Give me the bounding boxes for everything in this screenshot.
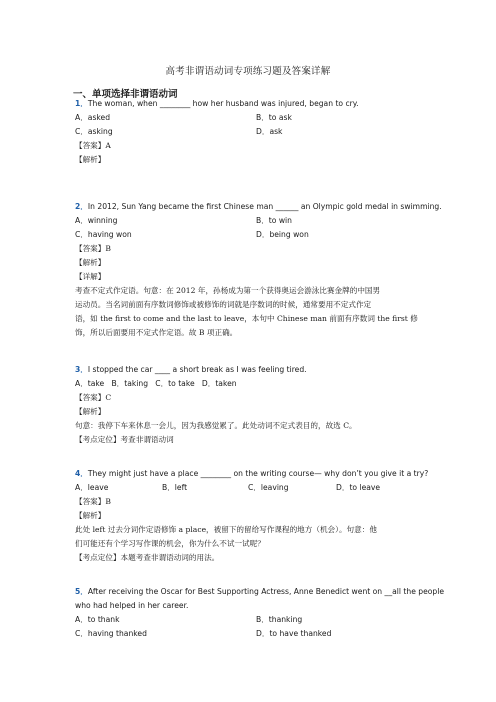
option-b: B．to ask (256, 113, 292, 122)
page-title: 高考非谓语动词专项练习题及答案详解 (165, 66, 331, 77)
question-number: 3． (75, 365, 88, 374)
question-text: I stopped the car ____ a short break as I was feeling tired. (87, 365, 307, 374)
option-a: A．winning (75, 216, 118, 225)
option-d: D．being won (256, 230, 309, 239)
analysis-label: 【解析】 (75, 407, 106, 416)
explanation-line: 们可能还有个学习写作课的机会，你为什么不试一试呢？ (75, 539, 265, 548)
option-d: D．to leave (336, 483, 381, 492)
answer-label: 【答案】B (75, 497, 111, 506)
option-c: C．asking (75, 127, 113, 136)
question-text: The woman, when ________ how her husband was injured, began to cry. (87, 99, 359, 108)
option-b: B．to win (256, 216, 292, 225)
analysis-label: 【解析】 (75, 511, 106, 520)
question-5-stem-continued: who had helped in her career. (75, 601, 189, 610)
question-4-stem (75, 469, 428, 479)
question-2-stem (75, 202, 442, 212)
question-text: They might just have a place ________ on the writing course— why don’t you give it a try? (87, 469, 429, 478)
section-heading: 一、单项选择非谓语动词 (73, 89, 178, 100)
question-number: 2． (75, 202, 88, 211)
analysis-label: 【解析】 (75, 258, 106, 267)
option-a: A．to thank (75, 615, 120, 624)
question-number: 4． (75, 469, 88, 478)
explanation-line: 此处 left 过去分词作定语修饰 a place，被留下的留给写作课程的地方（机会）。句意：他 (75, 525, 377, 534)
explanation-line: 语，如 the first to come and the last to leave，本句中 Chinese man 前面有序数词 the first 修 (75, 314, 418, 323)
options-row: A．take B．taking C．to take D．taken (75, 379, 237, 388)
question-text: In 2012, Sun Yang became the first Chinese man ______ an Olympic gold medal in swimming. (87, 202, 442, 211)
option-a: A．asked (75, 113, 111, 122)
question-text: After receiving the Oscar for Best Supporting Actress, Anne Benedict went on __all the people (87, 587, 445, 596)
analysis-label: 【解析】 (75, 155, 106, 164)
explanation-line: 句意：我停下车来休息一会儿，因为我感觉累了。此处动词不定式表目的，故选 C。 (75, 421, 357, 430)
answer-label: 【答案】A (75, 141, 111, 150)
answer-label: 【答案】B (75, 244, 111, 253)
option-c: C．having thanked (75, 629, 147, 638)
question-5-stem (75, 587, 444, 597)
option-d: D．ask (256, 127, 283, 136)
explanation-line: 运动员。当名词前面有序数词修饰或被修饰的词就是序数词的时候，通常要用不定式作定 (75, 300, 372, 309)
option-b: B．thanking (256, 615, 303, 624)
option-d: D．to have thanked (256, 629, 332, 638)
question-number: 1． (75, 99, 88, 108)
topic-label: 【考点定位】本题考查非谓语动词的用法。 (75, 553, 220, 562)
option-b: B．left (162, 483, 188, 492)
explanation-line: 考查不定式作定语。句意：在 2012 年，孙杨成为第一个获得奥运会游泳比赛金牌的中国男 (75, 286, 381, 295)
option-c: C．leaving (248, 483, 289, 492)
question-1-stem (75, 99, 359, 109)
explanation-line: 饰，所以后面要用不定式作定语。故 B 项正确。 (75, 328, 238, 337)
detail-label: 【详解】 (75, 272, 106, 281)
option-a: A．leave (75, 483, 109, 492)
topic-label: 【考点定位】考查非谓语动词 (75, 435, 174, 444)
question-3-stem (75, 365, 307, 375)
answer-label: 【答案】C (75, 393, 112, 402)
option-c: C．having won (75, 230, 132, 239)
question-number: 5． (75, 587, 88, 596)
